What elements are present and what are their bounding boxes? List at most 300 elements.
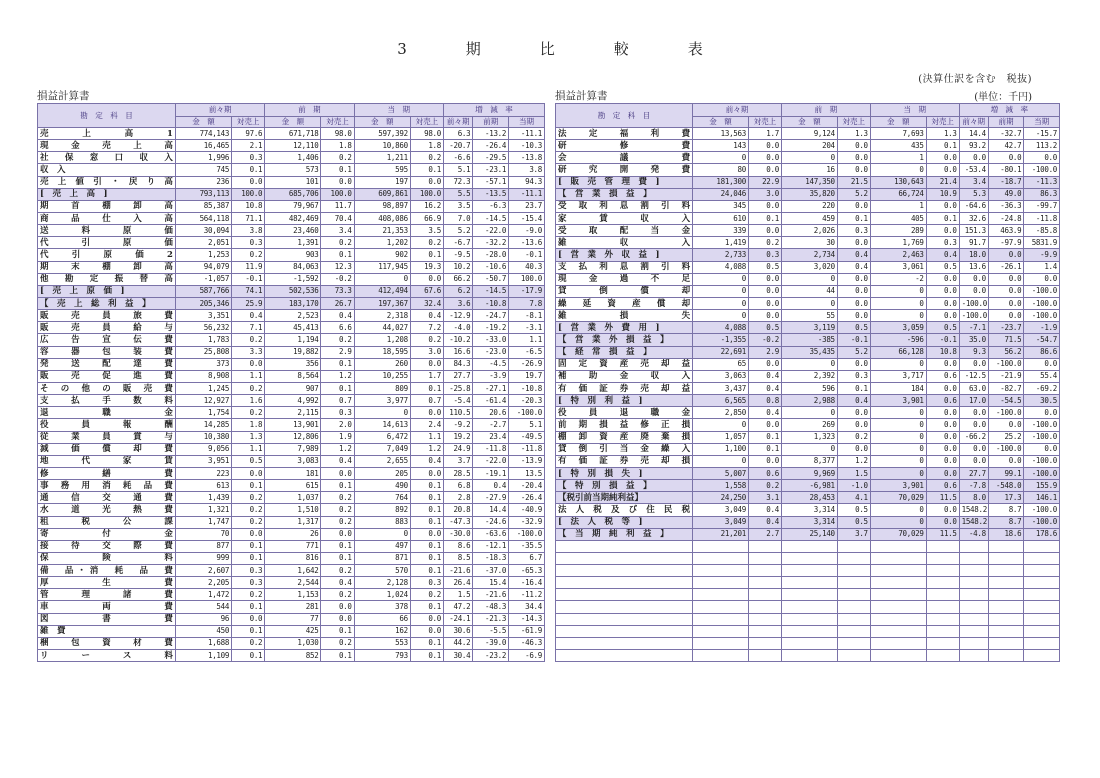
empty-cell xyxy=(748,540,781,552)
cell-value: 745 xyxy=(175,164,231,176)
cell-value: 2,607 xyxy=(175,565,231,577)
cell-value: 0.0 xyxy=(988,455,1024,467)
cell-value: 117,945 xyxy=(354,261,410,273)
cell-value: 0.5 xyxy=(837,322,870,334)
empty-cell xyxy=(1024,650,1060,662)
empty-cell xyxy=(837,565,870,577)
account-name: 商 品 仕 入 高 xyxy=(38,212,176,224)
cell-value: -100.0 xyxy=(1024,164,1060,176)
cell-value: 0.0 xyxy=(1024,407,1060,419)
header-curr: 当 期 xyxy=(354,104,443,117)
cell-value: 435 xyxy=(870,140,926,152)
cell-value: 1,208 xyxy=(354,334,410,346)
cell-value: 32.4 xyxy=(410,297,443,309)
cell-value: 1.1 xyxy=(509,334,545,346)
cell-value: 0.6 xyxy=(926,395,959,407)
cell-value: 3.5 xyxy=(443,200,472,212)
empty-cell xyxy=(781,613,837,625)
cell-value: 181 xyxy=(265,467,321,479)
account-name: 法 定 福 利 費 xyxy=(556,128,693,140)
cell-value: 0.0 xyxy=(988,273,1024,285)
empty-cell xyxy=(556,540,693,552)
cell-value: -23.1 xyxy=(473,164,509,176)
cell-value: 0.2 xyxy=(321,504,354,516)
cell-value: 143 xyxy=(693,140,749,152)
cell-value: 0.0 xyxy=(748,285,781,297)
table-row xyxy=(556,407,1060,419)
cell-value: 13.5 xyxy=(509,467,545,479)
cell-value: 0.3 xyxy=(232,152,265,164)
cell-value: 42.7 xyxy=(988,140,1024,152)
account-name: 研 究 開 発 費 xyxy=(556,164,693,176)
cell-value: 0.3 xyxy=(837,225,870,237)
cell-value: 5.1 xyxy=(509,419,545,431)
cell-value: 22,691 xyxy=(693,346,749,358)
cell-value: 0.2 xyxy=(410,237,443,249)
empty-cell xyxy=(988,565,1024,577)
cell-value: 482,469 xyxy=(265,212,321,224)
right-statement-label: 損益計算書 xyxy=(555,90,608,102)
account-name: 水 道 光 熱 費 xyxy=(38,504,176,516)
cell-value: 3,049 xyxy=(693,516,749,528)
page-title: 3 期 比 較 表 xyxy=(397,40,725,58)
cell-value: 0 xyxy=(870,455,926,467)
account-name: [ 法 人 税 等 ] xyxy=(556,516,693,528)
cell-value: 0.0 xyxy=(410,528,443,540)
cell-value: -0.1 xyxy=(926,334,959,346)
empty-cell xyxy=(988,589,1024,601)
cell-value: 0 xyxy=(354,528,410,540)
cell-value: -37.0 xyxy=(473,565,509,577)
cell-value: 3.1 xyxy=(748,492,781,504)
cell-value: 70 xyxy=(175,528,231,540)
table-row xyxy=(38,128,545,140)
cell-value: 0.1 xyxy=(321,249,354,261)
cell-value: -100.0 xyxy=(959,310,988,322)
cell-value: -5.4 xyxy=(443,395,472,407)
cell-value: 24,250 xyxy=(693,492,749,504)
cell-value: 0 xyxy=(870,285,926,297)
account-name: [ 特 別 損 失 ] xyxy=(556,467,693,479)
cell-value: 1,202 xyxy=(354,237,410,249)
account-name: 車 両 費 xyxy=(38,601,176,613)
table-row xyxy=(38,297,545,309)
cell-value: 0.3 xyxy=(232,565,265,577)
cell-value: -100.0 xyxy=(1024,419,1060,431)
account-name: 研 修 費 xyxy=(556,140,693,152)
account-name: 厚 生 費 xyxy=(38,577,176,589)
cell-value: 0.0 xyxy=(959,358,988,370)
empty-cell xyxy=(748,613,781,625)
cell-value: -9.2 xyxy=(443,419,472,431)
cell-value: -100.0 xyxy=(1024,297,1060,309)
cell-value: 0.0 xyxy=(748,225,781,237)
cell-value: 17.3 xyxy=(988,492,1024,504)
cell-value: 66.2 xyxy=(443,273,472,285)
cell-value: 1,253 xyxy=(175,249,231,261)
cell-value: -6,981 xyxy=(781,480,837,492)
account-name: 雑 費 xyxy=(38,625,176,637)
cell-value: 8.7 xyxy=(988,504,1024,516)
cell-value: -21.6 xyxy=(443,565,472,577)
cell-value: 0.5 xyxy=(926,322,959,334)
cell-value: 1.2 xyxy=(321,443,354,455)
empty-cell xyxy=(693,601,749,613)
cell-value: 147,350 xyxy=(781,176,837,188)
cell-value: 1.3 xyxy=(232,431,265,443)
cell-value: 178.6 xyxy=(1024,528,1060,540)
cell-value: -14.5 xyxy=(473,285,509,297)
table-row xyxy=(556,346,1060,358)
cell-value: 0.2 xyxy=(748,480,781,492)
table-row xyxy=(556,516,1060,528)
cell-value: -10.6 xyxy=(473,261,509,273)
cell-value: 3.4 xyxy=(959,176,988,188)
empty-cell xyxy=(693,540,749,552)
cell-value: 146.1 xyxy=(1024,492,1060,504)
cell-value: 0.2 xyxy=(321,492,354,504)
account-name: そ の 他 の 販 売 費 xyxy=(38,382,176,394)
cell-value: 1,769 xyxy=(870,237,926,249)
empty-cell xyxy=(870,650,926,662)
cell-value: 66 xyxy=(354,613,410,625)
cell-value: 101 xyxy=(265,176,321,188)
cell-value: 0.0 xyxy=(926,358,959,370)
cell-value: 0.0 xyxy=(1024,443,1060,455)
cell-value: 570 xyxy=(354,565,410,577)
cell-value: 0.2 xyxy=(232,382,265,394)
cell-value: 1,211 xyxy=(354,152,410,164)
cell-value: 8,908 xyxy=(175,370,231,382)
cell-value: 0.4 xyxy=(748,504,781,516)
table-row xyxy=(38,334,545,346)
cell-value: 162 xyxy=(354,625,410,637)
blank-row xyxy=(556,601,1060,613)
cell-value: 0.1 xyxy=(410,504,443,516)
cell-value: 0 xyxy=(693,297,749,309)
cell-value: 463.9 xyxy=(988,225,1024,237)
cell-value: 0.2 xyxy=(232,334,265,346)
table-row xyxy=(38,225,545,237)
empty-cell xyxy=(693,625,749,637)
account-name: 社 保 窓 口 収 入 xyxy=(38,152,176,164)
cell-value: 816 xyxy=(265,552,321,564)
empty-cell xyxy=(781,552,837,564)
cell-value: -0.2 xyxy=(321,273,354,285)
empty-cell xyxy=(988,650,1024,662)
header-c3: 当期 xyxy=(509,117,545,128)
empty-cell xyxy=(926,589,959,601)
table-row xyxy=(556,128,1060,140)
cell-value: 0.0 xyxy=(748,297,781,309)
cell-value: 3.8 xyxy=(509,164,545,176)
cell-value: 0.1 xyxy=(321,540,354,552)
cell-value: 56.2 xyxy=(988,346,1024,358)
cell-value: 14,285 xyxy=(175,419,231,431)
cell-value: 0.0 xyxy=(232,358,265,370)
cell-value: 12,927 xyxy=(175,395,231,407)
cell-value: 0.0 xyxy=(959,455,988,467)
cell-value: 0.0 xyxy=(321,528,354,540)
cell-value: 7.8 xyxy=(509,297,545,309)
cell-value: 0.1 xyxy=(410,552,443,564)
cell-value: 94.3 xyxy=(509,176,545,188)
cell-value: 2,544 xyxy=(265,577,321,589)
cell-value: 0.4 xyxy=(926,249,959,261)
cell-value: 1,037 xyxy=(265,492,321,504)
empty-cell xyxy=(988,577,1024,589)
header-c3: 当期 xyxy=(1024,117,1060,128)
cell-value: -6.9 xyxy=(509,650,545,662)
cell-value: 564,118 xyxy=(175,212,231,224)
table-row xyxy=(556,419,1060,431)
cell-value: 3,717 xyxy=(870,370,926,382)
cell-value: 771 xyxy=(265,540,321,552)
cell-value: 86.3 xyxy=(1024,188,1060,200)
cell-value: 0.1 xyxy=(321,382,354,394)
cell-value: 22.9 xyxy=(748,176,781,188)
cell-value: -1,592 xyxy=(265,273,321,285)
cell-value: 0.1 xyxy=(232,601,265,613)
cell-value: -6.3 xyxy=(473,200,509,212)
cell-value: 181,300 xyxy=(693,176,749,188)
cell-value: 13.6 xyxy=(959,261,988,273)
cell-value: -2 xyxy=(870,273,926,285)
cell-value: 130,643 xyxy=(870,176,926,188)
cell-value: -28.0 xyxy=(473,249,509,261)
cell-value: 1,688 xyxy=(175,637,231,649)
cell-value: 32.6 xyxy=(959,212,988,224)
cell-value: 0.0 xyxy=(926,431,959,443)
cell-value: 79,967 xyxy=(265,200,321,212)
cell-value: 0.0 xyxy=(748,152,781,164)
cell-value: 1,194 xyxy=(265,334,321,346)
cell-value: 70,029 xyxy=(870,492,926,504)
cell-value: 1.5 xyxy=(443,589,472,601)
table-row xyxy=(556,504,1060,516)
cell-value: 3.6 xyxy=(443,297,472,309)
empty-cell xyxy=(837,637,870,649)
cell-value: 65 xyxy=(693,358,749,370)
cell-value: 30.6 xyxy=(443,625,472,637)
cell-value: -1.0 xyxy=(837,480,870,492)
cell-value: 0.0 xyxy=(748,200,781,212)
cell-value: -100.0 xyxy=(1024,310,1060,322)
cell-value: -64.6 xyxy=(959,200,988,212)
cell-value: 0.1 xyxy=(232,552,265,564)
cell-value: 1,323 xyxy=(781,431,837,443)
account-name: 繰 延 資 産 償 却 xyxy=(556,297,693,309)
empty-cell xyxy=(926,650,959,662)
cell-value: 2,392 xyxy=(781,370,837,382)
cell-value: -11.8 xyxy=(509,443,545,455)
cell-value: 0.0 xyxy=(1024,152,1060,164)
table-row xyxy=(556,140,1060,152)
cell-value: 903 xyxy=(265,249,321,261)
cell-value: 793 xyxy=(354,650,410,662)
account-name: [ 販 売 管 理 費 ] xyxy=(556,176,693,188)
cell-value: 0.0 xyxy=(410,625,443,637)
empty-cell xyxy=(693,577,749,589)
cell-value: 0.4 xyxy=(837,395,870,407)
table-row xyxy=(38,528,545,540)
cell-value: 0.0 xyxy=(321,601,354,613)
cell-value: 1.7 xyxy=(748,128,781,140)
cell-value: 197,367 xyxy=(354,297,410,309)
cell-value: 0.4 xyxy=(748,370,781,382)
empty-cell xyxy=(1024,589,1060,601)
table-row xyxy=(556,188,1060,200)
cell-value: 871 xyxy=(354,552,410,564)
cell-value: 8.0 xyxy=(959,492,988,504)
empty-cell xyxy=(1024,637,1060,649)
cell-value: 0 xyxy=(693,273,749,285)
empty-cell xyxy=(837,650,870,662)
account-name: 期 末 棚 卸 高 xyxy=(38,261,176,273)
cell-value: 1548.2 xyxy=(959,504,988,516)
cell-value: 5.5 xyxy=(443,188,472,200)
cell-value: 609,861 xyxy=(354,188,410,200)
cell-value: 110.5 xyxy=(443,407,472,419)
header-amount: 金 額 xyxy=(781,117,837,128)
cell-value: -11.3 xyxy=(1024,176,1060,188)
cell-value: -9.9 xyxy=(1024,249,1060,261)
account-name: 受 取 利 息 割 引 料 xyxy=(556,200,693,212)
table-row xyxy=(556,273,1060,285)
cell-value: 66,128 xyxy=(870,346,926,358)
empty-cell xyxy=(988,613,1024,625)
header-change: 増 減 率 xyxy=(443,104,544,117)
account-name: 売 上 高 1 xyxy=(38,128,176,140)
cell-value: 14.4 xyxy=(473,504,509,516)
cell-value: -15.4 xyxy=(509,212,545,224)
account-name: 現 金 過 不 足 xyxy=(556,273,693,285)
cell-value: 0 xyxy=(354,407,410,419)
cell-value: -12.5 xyxy=(959,370,988,382)
cell-value: 2,988 xyxy=(781,395,837,407)
account-name: 通 信 交 通 費 xyxy=(38,492,176,504)
empty-cell xyxy=(748,589,781,601)
header-ratio: 対売上 xyxy=(926,117,959,128)
cell-value: 1.5 xyxy=(837,467,870,479)
empty-cell xyxy=(926,613,959,625)
cell-value: -24.8 xyxy=(988,212,1024,224)
empty-cell xyxy=(837,625,870,637)
table-row xyxy=(38,176,545,188)
account-name: 支 払 利 息 割 引 料 xyxy=(556,261,693,273)
cell-value: -54.5 xyxy=(988,395,1024,407)
cell-value: 19.7 xyxy=(509,370,545,382)
empty-cell xyxy=(837,552,870,564)
cell-value: 6.3 xyxy=(443,128,472,140)
cell-value: 0.0 xyxy=(837,152,870,164)
table-row xyxy=(38,565,545,577)
account-name: 家 賃 収 入 xyxy=(556,212,693,224)
table-row xyxy=(556,358,1060,370)
empty-cell xyxy=(837,613,870,625)
cell-value: -35.5 xyxy=(509,540,545,552)
cell-value: 0.4 xyxy=(837,261,870,273)
cell-value: 91.7 xyxy=(959,237,988,249)
cell-value: -19.2 xyxy=(473,322,509,334)
empty-cell xyxy=(837,540,870,552)
account-name: 固 定 資 産 売 却 益 xyxy=(556,358,693,370)
cell-value: 2,734 xyxy=(781,249,837,261)
empty-cell xyxy=(837,601,870,613)
cell-value: 1,391 xyxy=(265,237,321,249)
cell-value: -32.7 xyxy=(988,128,1024,140)
cell-value: 10.8 xyxy=(232,200,265,212)
cell-value: 99.1 xyxy=(988,467,1024,479)
cell-value: 0 xyxy=(354,273,410,285)
empty-cell xyxy=(1024,540,1060,552)
account-name: [ 特 別 利 益 ] xyxy=(556,395,693,407)
account-name: 法人税及び住民税 xyxy=(556,504,693,516)
cell-value: 1,100 xyxy=(693,443,749,455)
cell-value: 7.1 xyxy=(232,322,265,334)
cell-value: 497 xyxy=(354,540,410,552)
cell-value: -12.1 xyxy=(473,540,509,552)
account-name: 雑 収 入 xyxy=(556,237,693,249)
cell-value: 7,989 xyxy=(265,443,321,455)
cell-value: 0.0 xyxy=(926,273,959,285)
cell-value: 1.1 xyxy=(410,431,443,443)
cell-value: 0.5 xyxy=(748,261,781,273)
cell-value: -82.7 xyxy=(988,382,1024,394)
cell-value: 0.1 xyxy=(748,212,781,224)
cell-value: 5.2 xyxy=(443,225,472,237)
account-name: 役 員 報 酬 xyxy=(38,419,176,431)
cell-value: 0.2 xyxy=(232,589,265,601)
account-name: 雑 損 失 xyxy=(556,310,693,322)
cell-value: 28.5 xyxy=(443,467,472,479)
empty-cell xyxy=(926,637,959,649)
cell-value: 2,655 xyxy=(354,455,410,467)
cell-value: -14.5 xyxy=(473,212,509,224)
cell-value: -0.1 xyxy=(837,334,870,346)
account-name: 備 品・消 耗 品 費 xyxy=(38,565,176,577)
cell-value: 96 xyxy=(175,613,231,625)
cell-value: -22.0 xyxy=(473,225,509,237)
cell-value: -32.2 xyxy=(473,237,509,249)
cell-value: 0.0 xyxy=(837,407,870,419)
cell-value: -10.8 xyxy=(509,382,545,394)
empty-cell xyxy=(988,552,1024,564)
cell-value: 3,314 xyxy=(781,516,837,528)
cell-value: 197 xyxy=(354,176,410,188)
cell-value: -18.3 xyxy=(473,552,509,564)
cell-value: 35.0 xyxy=(959,334,988,346)
cell-value: 0.1 xyxy=(410,516,443,528)
header-ratio: 対売上 xyxy=(232,117,265,128)
empty-cell xyxy=(781,637,837,649)
cell-value: 0.1 xyxy=(926,140,959,152)
cell-value: 1.9 xyxy=(321,431,354,443)
empty-cell xyxy=(870,552,926,564)
cell-value: 378 xyxy=(354,601,410,613)
cell-value: 204 xyxy=(781,140,837,152)
empty-cell xyxy=(926,565,959,577)
cell-value: -3.9 xyxy=(473,370,509,382)
cell-value: 26 xyxy=(265,528,321,540)
table-row xyxy=(556,395,1060,407)
cell-value: 12.3 xyxy=(321,261,354,273)
table-row xyxy=(556,152,1060,164)
cell-value: 25,140 xyxy=(781,528,837,540)
cell-value: 1.8 xyxy=(410,140,443,152)
cell-value: 67.6 xyxy=(410,285,443,297)
empty-cell xyxy=(748,577,781,589)
